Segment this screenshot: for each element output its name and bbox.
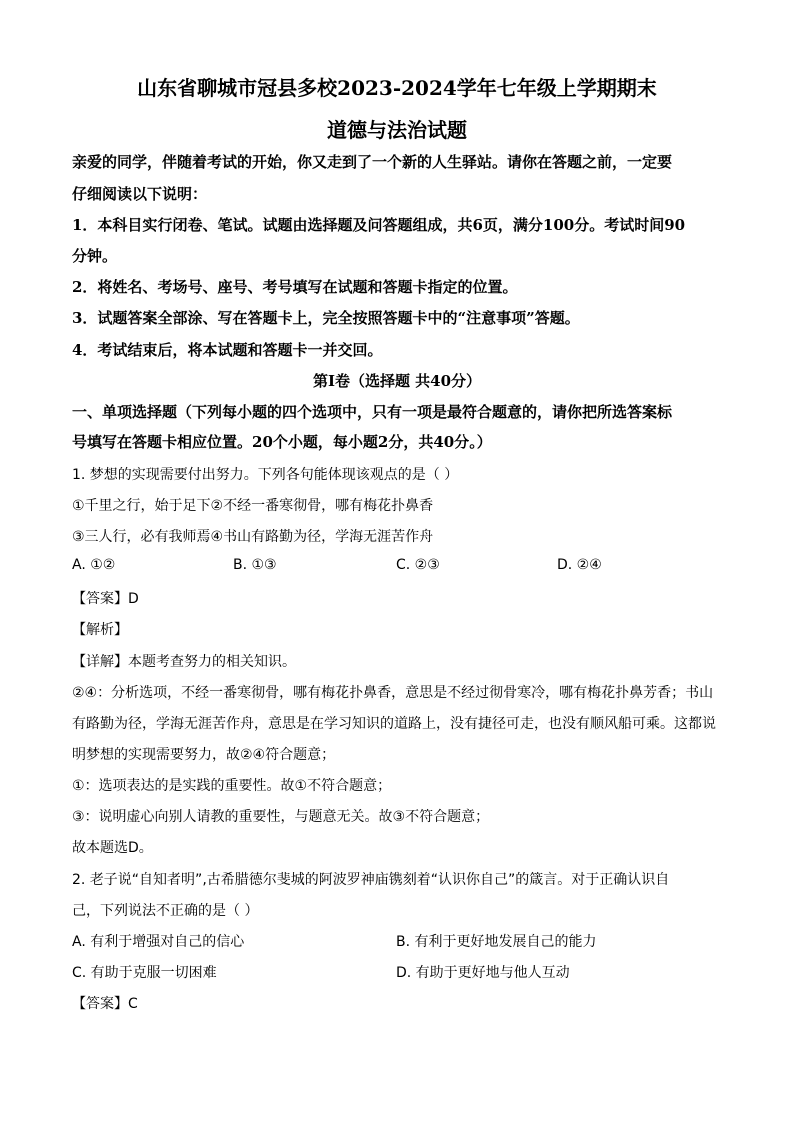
exam-subject-title: 道德与法治试题 [327, 118, 467, 142]
question-1-line: ①千里之行，始于足下②不经一番寒彻骨，哪有梅花扑鼻香 [72, 498, 434, 514]
instruction-line: 仔细阅读以下说明： [72, 185, 208, 203]
question-1-detail: ①：选项表达的是实践的重要性。故①不符合题意； [72, 778, 392, 794]
question-1-detail: 【详解】本题考查努力的相关知识。 [72, 654, 296, 670]
section-heading: 一、单项选择题（下列每小题的四个选项中，只有一项是最符合题意的，请你把所选答案标 [72, 403, 673, 421]
question-1-detail: 故本题选D。 [72, 840, 153, 856]
question-1-analysis-label: 【解析】 [72, 622, 128, 638]
question-2-answer: 【答案】C [72, 996, 138, 1012]
question-2-option-c: C. 有助于克服一切困难 [72, 965, 217, 981]
question-1-detail: ③：说明虚心向别人请教的重要性，与题意无关。故③不符合题意； [72, 809, 490, 825]
instruction-line: 1．本科目实行闭卷、笔试。试题由选择题及问答题组成，共6页，满分100分。考试时间90 [72, 216, 686, 234]
question-2-stem: 2. 老子说“自知者明”,古希腊德尔斐城的阿波罗神庙镌刻着“认识你自己”的箴言。对于正确认识自 [72, 872, 670, 888]
question-1-option-d: D. ②④ [557, 557, 602, 573]
instruction-line: 亲爱的同学，伴随着考试的开始，你又走到了一个新的人生驿站。请你在答题之前，一定要 [72, 153, 673, 171]
question-2-option-d: D. 有助于更好地与他人互动 [396, 965, 570, 981]
question-2-option-b: B. 有利于更好地发展自己的能力 [396, 934, 597, 950]
question-1-stem: 1. 梦想的实现需要付出努力。下列各句能体现该观点的是（ ） [72, 467, 459, 483]
question-2-option-a: A. 有利于增强对自己的信心 [72, 934, 245, 950]
question-1-option-a: A. ①② [72, 557, 116, 573]
section-title: 第Ⅰ卷（选择题 共40分） [312, 372, 482, 390]
exam-title: 山东省聊城市冠县多校2023-2024学年七年级上学期期末 [137, 76, 657, 100]
question-1-detail: 有路勤为径，学海无涯苦作舟，意思是在学习知识的道路上，没有捷径可走，也没有顺风船可乘。这都说 [72, 716, 716, 732]
question-1-line: ③三人行，必有我师焉④书山有路勤为径，学海无涯苦作舟 [72, 529, 434, 545]
instruction-line: 分钟。 [72, 247, 118, 265]
question-1-detail: 明梦想的实现需要努力，故②④符合题意； [72, 747, 336, 763]
question-1-detail: ②④：分析选项，不经一番寒彻骨，哪有梅花扑鼻香，意思是不经过彻骨寒冷，哪有梅花扑鼻芳香；书山 [72, 685, 714, 701]
instruction-line: 3．试题答案全部涂、写在答题卡上，完全按照答题卡中的“注意事项”答题。 [72, 309, 580, 327]
instruction-line: 4．考试结束后，将本试题和答题卡一并交回。 [72, 341, 383, 359]
section-heading: 号填写在答题卡相应位置。20个小题，每小题2分，共40分。） [72, 433, 492, 451]
instruction-line: 2．将姓名、考场号、座号、考号填写在试题和答题卡指定的位置。 [72, 278, 518, 296]
question-1-option-c: C. ②③ [396, 557, 440, 573]
question-1-option-b: B. ①③ [233, 557, 277, 573]
question-2-stem: 己，下列说法不正确的是（ ） [72, 903, 259, 919]
question-1-answer: 【答案】D [72, 591, 139, 607]
